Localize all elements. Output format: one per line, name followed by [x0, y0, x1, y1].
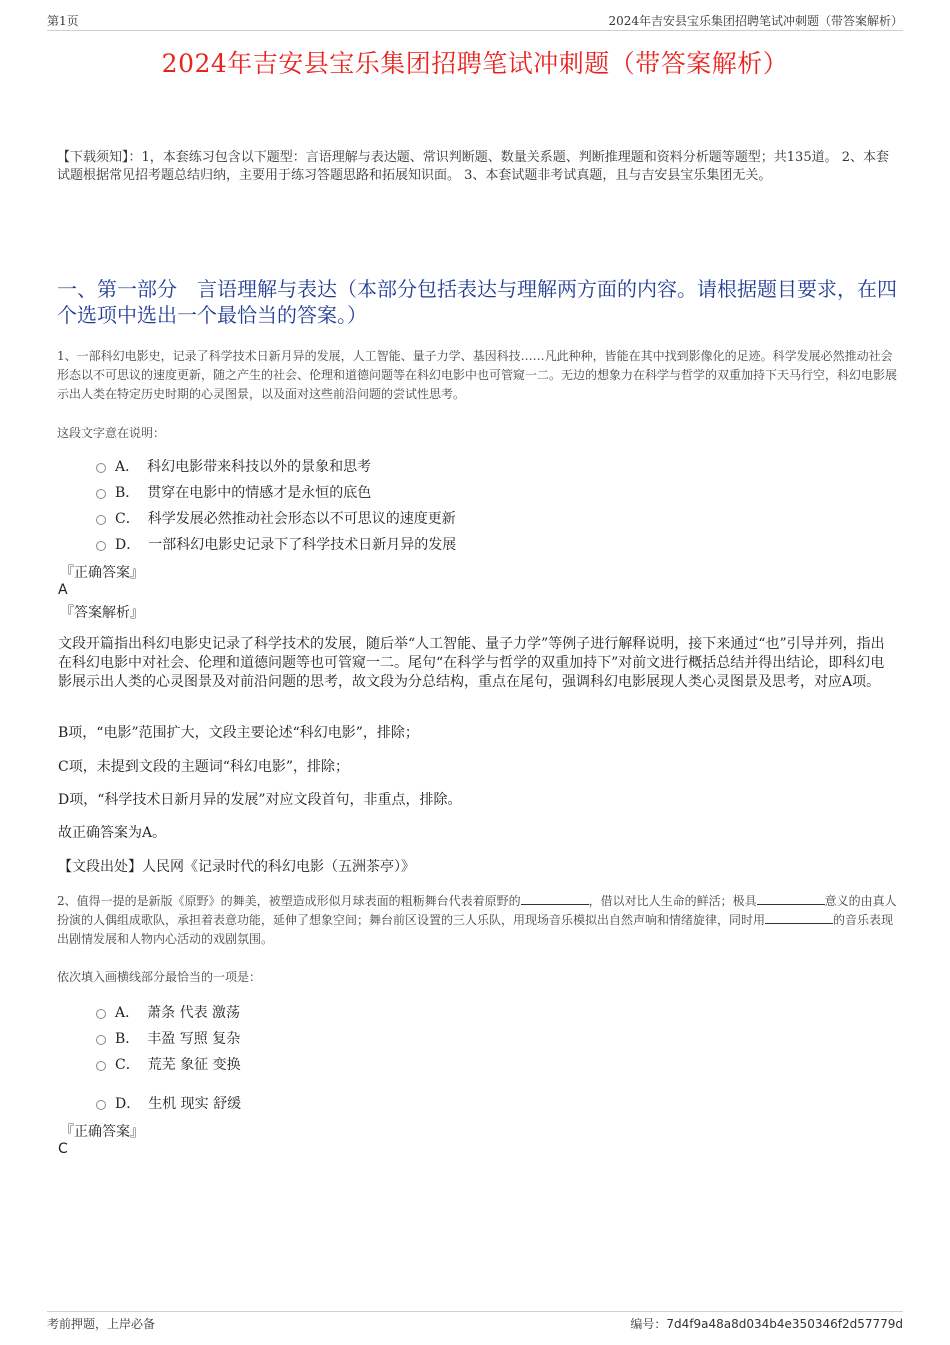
option-text: 荒芜 象征 变换 — [147, 1057, 241, 1073]
q1-text: 1、一部科幻电影史，记录了科学技术日新月异的发展，人工智能、量子力学、基因科技……凡此种种，皆能在其中找到影像化的足迹。科学发展必然推动社会形态以不可思议的速度更新，随之产生的社会、伦理和道德问题等在科幻电影中也可管窥一二。无边的想象力在科学与哲学的双重加持下天马行空，科幻电影展示出人类在特定历史时期的心灵图景，以及面对这些前沿问题的尝试性思考。 — [57, 349, 898, 401]
q1-option-c[interactable] — [96, 508, 456, 528]
option-text: 科幻电影带来科技以外的景象和思考 — [147, 459, 372, 475]
page-header — [47, 8, 903, 31]
q1-analysis-para-5: 故正确答案为A。 — [58, 825, 167, 841]
footer-code — [630, 1315, 903, 1332]
option-letter: D． — [115, 537, 141, 553]
q1-source: 【文段出处】人民网《记录时代的科幻电影（五洲茶亭）》 — [58, 859, 415, 875]
fill-blank — [521, 892, 589, 905]
q2-option-b[interactable] — [96, 1028, 240, 1048]
option-letter: D． — [115, 1096, 141, 1112]
option-letter: B． — [115, 485, 140, 501]
q2-text-part: 意义的由真人扮演的人偶组成歌队，承担着表意功能，延伸了想象空间；舞台前区设置的三人乐队，用现场音乐模拟出自然声响和情绪旋律，同时用 — [57, 894, 897, 927]
option-letter: A． — [115, 459, 140, 475]
q2-answer-label: 『正确答案』 — [60, 1124, 144, 1140]
page-footer — [47, 1311, 903, 1331]
q1-prompt: 这段文字意在说明： — [57, 426, 166, 440]
radio-icon[interactable] — [96, 463, 106, 473]
code-label: 编号： — [630, 1317, 667, 1331]
option-letter: A． — [115, 1005, 140, 1021]
radio-icon[interactable] — [96, 1061, 106, 1071]
radio-icon[interactable] — [96, 1100, 106, 1110]
radio-icon[interactable] — [96, 541, 106, 551]
q2-answer: C — [58, 1141, 68, 1157]
radio-icon[interactable] — [96, 1009, 106, 1019]
q2-prompt: 依次填入画横线部分最恰当的一项是： — [57, 970, 262, 984]
option-letter: B． — [115, 1031, 140, 1047]
q1-analysis-para-4: D项，“科学技术日新月异的发展”对应文段首句，非重点，排除。 — [58, 792, 462, 808]
q1-analysis-para-3: C项，未提到文段的主题词“科幻电影”，排除； — [58, 759, 350, 775]
page-title: 2024年吉安县宝乐集团招聘笔试冲刺题（带答案解析） — [161, 49, 789, 78]
option-text: 生机 现实 舒缓 — [148, 1096, 242, 1112]
option-text: 丰盈 写照 复杂 — [147, 1031, 241, 1047]
q1-answer-label: 『正确答案』 — [60, 565, 144, 581]
q1-option-b[interactable] — [96, 482, 371, 502]
q2-option-a[interactable] — [96, 1002, 240, 1022]
fill-blank — [757, 892, 825, 905]
code-value: 7d4f9a48a8d034b4e350346f2d57779d — [666, 1317, 903, 1331]
option-text: 萧条 代表 激荡 — [147, 1005, 241, 1021]
option-text: 一部科幻电影史记录下了科学技术日新月异的发展 — [148, 537, 457, 553]
option-text: 贯穿在电影中的情感才是永恒的底色 — [147, 485, 372, 501]
q1-analysis-para-2: B项，“电影”范围扩大，文段主要论述“科幻电影”，排除； — [58, 725, 419, 741]
q1-option-a[interactable] — [96, 456, 371, 476]
option-letter: C． — [115, 1057, 140, 1073]
section-title: 一、第一部分 言语理解与表达（本部分包括表达与理解两方面的内容。请根据题目要求，在四个选项中选出一个最恰当的答案。） — [57, 277, 897, 327]
download-notice: 【下载须知】：1，本套练习包含以下题型：言语理解与表达题、常识判断题、数量关系题、判断推理题和资料分析题等题型；共135道。 2、本套试题根据常见招考题总结归纳，主要用于练习答题思路和拓展知识面。 3、本套试题非考试真题，且与吉安县宝乐集团无关。 — [57, 150, 889, 183]
q2-text-part: ，借以对比人生命的鲜活；极具 — [588, 894, 757, 908]
footer-slogan: 考前押题，上岸必备 — [47, 1317, 156, 1331]
q1-analysis-label: 『答案解析』 — [60, 605, 144, 621]
q2-text — [57, 892, 897, 949]
q2-text-part: 2、值得一提的是新版《原野》的舞美，被塑造成形似月球表面的粗粝舞台代表着原野的 — [57, 894, 521, 908]
q1-answer: A — [58, 582, 68, 598]
fill-blank — [765, 911, 833, 924]
option-letter: C． — [115, 511, 140, 527]
q1-analysis-para-1: 文段开篇指出科幻电影史记录了科学技术的发展，随后举“人工智能、量子力学”等例子进行解释说明，接下来通过“也”引导并列，指出在科幻电影中对社会、伦理和道德问题等也可管窥一二。尾句“在科学与哲学的双重加持下”对前文进行概括总结并得出结论，即科幻电影展示出人类的心灵图景及对前沿问题的思考，故文段为分总结构，重点在尾句，强调科幻电影展现人类心灵图景及思考，对应A项。 — [58, 636, 885, 690]
radio-icon[interactable] — [96, 1035, 106, 1045]
radio-icon[interactable] — [96, 515, 106, 525]
page-number: 第1页 — [47, 14, 79, 28]
option-text: 科学发展必然推动社会形态以不可思议的速度更新 — [147, 511, 456, 527]
q2-option-c[interactable] — [96, 1054, 241, 1074]
header-doc-title: 2024年吉安县宝乐集团招聘笔试冲刺题（带答案解析） — [608, 14, 903, 28]
q1-option-d[interactable] — [96, 534, 456, 554]
q2-option-d[interactable] — [96, 1093, 241, 1113]
radio-icon[interactable] — [96, 489, 106, 499]
q2-text-part: 的音乐表现出剧情发展和人物内心活动的戏剧氛围。 — [57, 913, 894, 946]
